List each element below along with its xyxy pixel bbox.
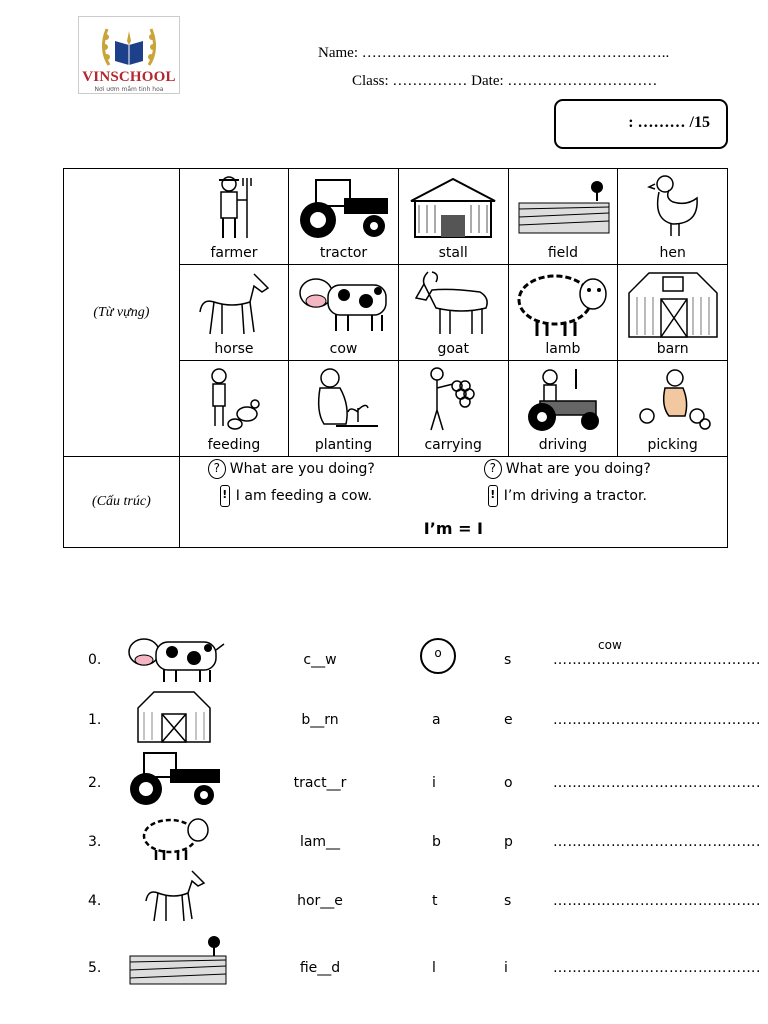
structure-section-label: (Cấu trúc) — [64, 457, 180, 548]
tractor-icon — [294, 174, 394, 240]
cow-icon — [294, 271, 394, 335]
answer-line[interactable]: ……………………………………. — [553, 652, 761, 668]
vocab-cell — [508, 265, 618, 361]
exercise-row — [0, 763, 768, 803]
answer-line[interactable]: ……………………………………. — [553, 834, 761, 850]
structure-box — [179, 457, 727, 548]
exercise-row — [0, 948, 768, 988]
vocab-cell — [289, 169, 399, 265]
vocab-cell — [289, 265, 399, 361]
brand-tagline: Nơi ươm mầm tinh hoa — [94, 86, 164, 93]
exclamation-icon: ! — [220, 485, 230, 507]
barn-icon — [625, 267, 721, 339]
class-date-field[interactable]: Class: …………… Date: ………………………… — [352, 73, 658, 89]
farmer-icon — [199, 172, 269, 242]
answer-line[interactable]: ……………………………………. — [553, 775, 761, 791]
horse-icon — [140, 867, 210, 923]
vocab-cell — [289, 361, 399, 457]
goat-icon — [410, 268, 496, 338]
option-letter[interactable]: s — [504, 652, 512, 668]
answer-line[interactable]: ……………………………………. — [553, 893, 761, 909]
vocab-word: goat — [437, 341, 469, 357]
answer-line[interactable]: ……………………………………. — [553, 712, 761, 728]
tractor-icon — [124, 749, 224, 807]
vinschool-logo — [78, 16, 180, 94]
vocab-word: feeding — [207, 437, 261, 453]
missing-letter-word: hor__e — [297, 893, 343, 909]
brand-name: VINSCHOOL — [82, 69, 176, 85]
exercise-row — [0, 881, 768, 921]
vocab-word: farmer — [210, 245, 258, 261]
option-letter[interactable]: a — [432, 712, 441, 728]
planting-icon — [306, 366, 382, 432]
option-letter[interactable]: i — [432, 775, 436, 791]
vocab-cell — [179, 265, 288, 361]
answer-text: cow — [598, 638, 622, 652]
contraction-note: I’m = I — [423, 519, 483, 538]
missing-letter-word: tract__r — [293, 775, 347, 791]
vocab-word: tractor — [319, 245, 368, 261]
missing-letter-word: lam__ — [299, 834, 341, 850]
answer-line[interactable]: ……………………………………. — [553, 960, 761, 976]
vocab-word: field — [547, 245, 579, 261]
vocab-section-label: (Từ vựng) — [64, 169, 180, 457]
missing-letter-word: c__w — [303, 652, 337, 668]
vocab-word: driving — [538, 437, 588, 453]
vocab-word: horse — [214, 341, 254, 357]
score-text: : ……… /15 — [628, 114, 710, 131]
vocab-cell — [398, 169, 508, 265]
feeding-icon — [199, 366, 269, 432]
vocab-cell — [618, 169, 728, 265]
vocab-cell — [508, 361, 618, 457]
item-number: 4. — [88, 893, 102, 909]
name-field[interactable]: Name: …………………………………………………….. — [318, 45, 670, 61]
option-letter[interactable]: o — [504, 775, 513, 791]
vocab-word: cow — [329, 341, 358, 357]
missing-letter-word: fie__d — [299, 960, 341, 976]
score-box — [554, 99, 728, 149]
vocab-cell — [508, 169, 618, 265]
vocab-cell — [618, 265, 728, 361]
item-number: 2. — [88, 775, 102, 791]
exercise-row — [0, 700, 768, 740]
answer-2: ! I’m driving a tractor. — [488, 485, 647, 507]
lamb-icon — [138, 812, 214, 862]
option-letter[interactable]: p — [504, 834, 513, 850]
stall-icon — [405, 175, 501, 239]
exercise-row — [0, 822, 768, 862]
item-number: 5. — [88, 960, 102, 976]
option-letter[interactable]: l — [432, 960, 436, 976]
hen-icon — [643, 172, 703, 242]
option-letter[interactable]: i — [504, 960, 508, 976]
vocab-word: stall — [438, 245, 468, 261]
cow-icon — [124, 630, 226, 682]
exclamation-icon: ! — [488, 485, 498, 507]
driving-icon — [520, 365, 606, 433]
missing-letter-word: b__rn — [301, 712, 339, 728]
vocab-cell — [398, 361, 508, 457]
carrying-icon — [423, 364, 483, 434]
vocab-cell — [618, 361, 728, 457]
vocab-word: planting — [314, 437, 373, 453]
item-number: 3. — [88, 834, 102, 850]
field-icon — [128, 934, 228, 986]
barn-icon — [134, 688, 214, 744]
vocab-cell — [179, 169, 288, 265]
question-mark-icon: ? — [484, 459, 502, 479]
item-number: 0. — [88, 652, 102, 668]
lamb-icon — [513, 268, 613, 338]
exercise-row — [0, 640, 768, 680]
picking-icon — [635, 366, 711, 432]
vocab-cell — [179, 361, 288, 457]
vocab-cell — [398, 265, 508, 361]
answer-1: ! I am feeding a cow. — [220, 485, 372, 507]
vocabulary-table — [63, 168, 728, 548]
question-2: ? What are you doing? — [484, 459, 651, 479]
vocab-word: barn — [656, 341, 689, 357]
option-letter[interactable]: b — [432, 834, 441, 850]
item-number: 1. — [88, 712, 102, 728]
option-letter[interactable]: t — [432, 893, 438, 909]
vocab-word: lamb — [545, 341, 581, 357]
circled-option[interactable]: o — [420, 638, 456, 674]
vocab-word: hen — [659, 245, 686, 261]
option-letter[interactable]: e — [504, 712, 513, 728]
option-letter[interactable]: s — [504, 893, 512, 909]
vocab-word: carrying — [424, 437, 482, 453]
field-icon — [515, 177, 611, 237]
question-1: ? What are you doing? — [208, 459, 375, 479]
laurel-book-icon — [97, 21, 161, 69]
vocab-word: picking — [647, 437, 698, 453]
question-mark-icon: ? — [208, 459, 226, 479]
horse-icon — [192, 268, 276, 338]
